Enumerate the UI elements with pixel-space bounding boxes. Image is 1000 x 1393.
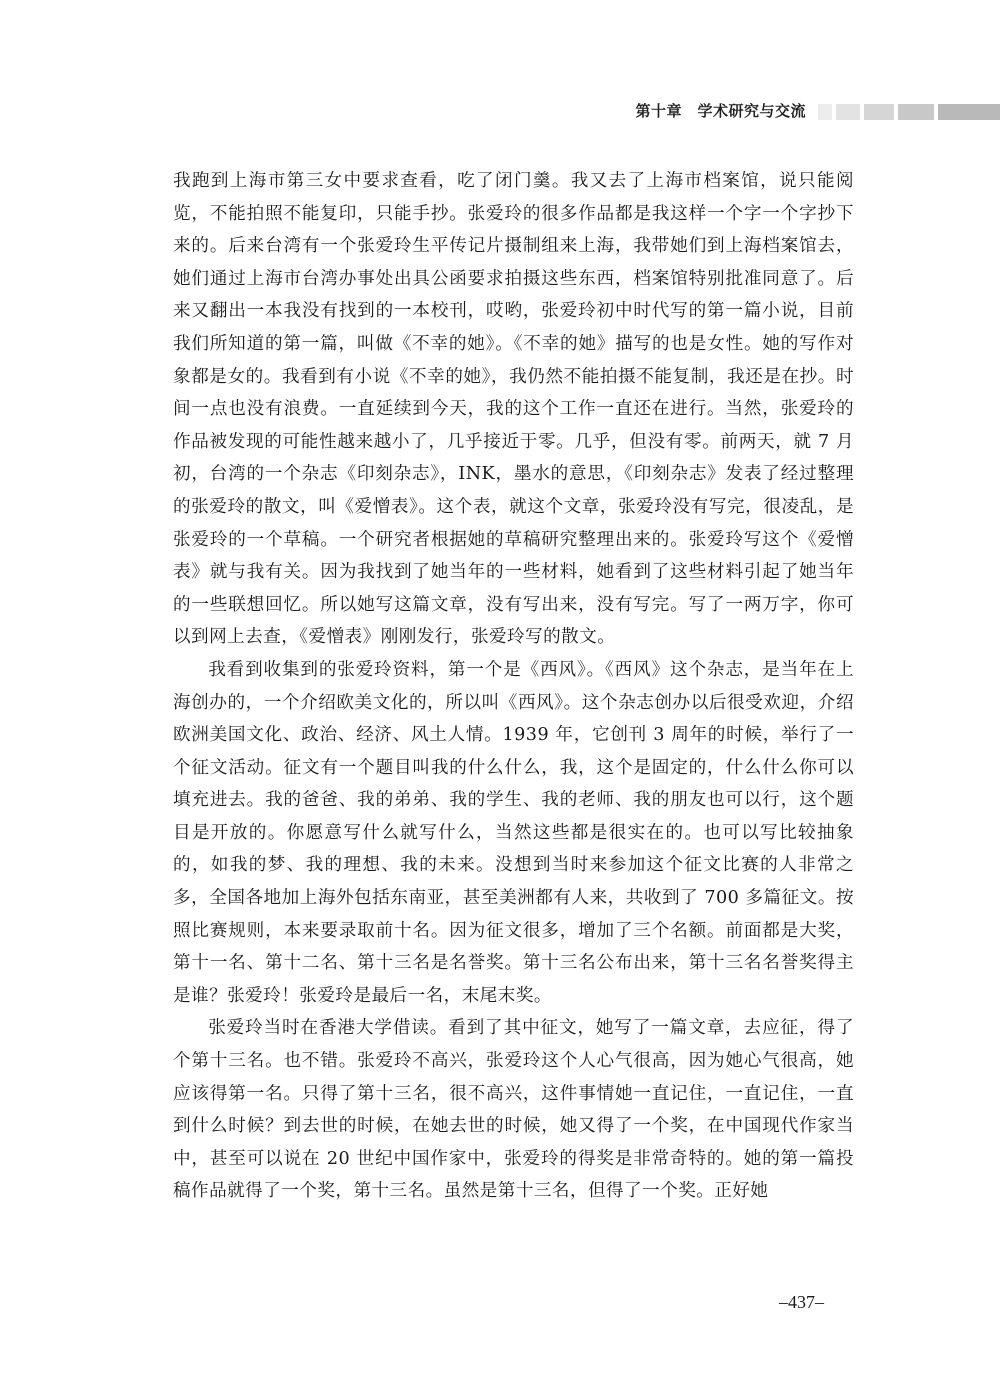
paragraph: 我看到收集到的张爱玲资料，第一个是《西风》。《西风》这个杂志，是当年在上海创办的，一个介绍欧美文化的，所以叫《西风》。这个杂志创办以后很受欢迎，介绍欧洲美国文化、政治、经济、风土人情。1939 年，它创刊 3 周年的时候，举行了一个征文活动。征文有一个题目叫我的什么什么，我，这个是固定的，什么什么你可以填充进去。我的爸爸、我的弟弟、我的学生、我的老师、我的朋友也可以行，这个题目是开放的。你愿意写什么就写什么，当然这些都是很实在的。也可以写比较抽象的，如我的梦、我的理想、我的未来。没想到当时来参加这个征文比赛的人非常之多，全国各地加上海外包括东南亚，甚至美洲都有人来，共收到了 700 多篇征文。按照比赛规则，本来要录取前十名。因为征文很多，增加了三个名额。前面都是大奖，第十一名、第十二名、第十三名是名誉奖。第十三名公布出来，第十三名名誉奖得主是谁？张爱玲！张爱玲是最后一名，末尾末奖。 xyxy=(173,659,854,1006)
header-decoration-bars xyxy=(818,104,1000,120)
header-bar xyxy=(898,104,934,120)
chapter-title: 第十章 学术研究与交流 xyxy=(635,102,806,120)
page-body xyxy=(173,165,854,1208)
paragraph: 张爱玲当时在香港大学借读。看到了其中征文，她写了一篇文章，去应征，得了个第十三名。也不错。张爱玲不高兴，张爱玲这个人心气很高，因为她心气很高，她应该得第一名。只得了第十三名，很不高兴，这件事情她一直记住，一直记住，一直到什么时候？到去世的时候，在她去世的时候，她又得了一个奖，在中国现代作家当中，甚至可以说在 20 世纪中国作家中，张爱玲的得奖是非常奇特的。她的第一篇投稿作品就得了一个奖，第十三名。虽然是第十三名，但得了一个奖。正好她 xyxy=(173,1018,854,1202)
paragraph: 我跑到上海市第三女中要求查看，吃了闭门羹。我又去了上海市档案馆，说只能阅览，不能拍照不能复印，只能手抄。张爱玲的很多作品都是我这样一个字一个字抄下来的。后来台湾有一个张爱玲生平传记片摄制组来上海，我带她们到上海档案馆去，她们通过上海市台湾办事处出具公函要求拍摄这些东西，档案馆特别批准同意了。后来又翻出一本我没有找到的一本校刊，哎哟，张爱玲初中时代写的第一篇小说，目前我们所知道的第一篇，叫做《不幸的她》。《不幸的她》描写的也是女性。她的写作对象都是女的。我看到有小说《不幸的她》，我仍然不能拍摄不能复制，我还是在抄。时间一点也没有浪费。一直延续到今天，我的这个工作一直还在进行。当然，张爱玲的作品被发现的可能性越来越小了，几乎接近于零。几乎，但没有零。前两天，就 7 月初，台湾的一个杂志《印刻杂志》，INK，墨水的意思，《印刻杂志》发表了经过整理的张爱玲的散文，叫《爱憎表》。这个表，就这个文章，张爱玲没有写完，很凌乱，是张爱玲的一个草稿。一个研究者根据她的草稿研究整理出来的。张爱玲写这个《爱憎表》就与我有关。因为我找到了她当年的一些材料，她看到了这些材料引起了她当年的一些联想回忆。所以她写这篇文章，没有写出来，没有写完。写了一两万字，你可以到网上去查，《爱憎表》刚刚发行，张爱玲写的散文。 xyxy=(173,171,854,648)
header-bar xyxy=(864,104,894,120)
header-bar xyxy=(938,104,1000,120)
header-bar xyxy=(836,104,860,120)
page-number: –437– xyxy=(779,1292,824,1312)
header-bar xyxy=(818,104,832,120)
running-header xyxy=(0,101,1000,123)
